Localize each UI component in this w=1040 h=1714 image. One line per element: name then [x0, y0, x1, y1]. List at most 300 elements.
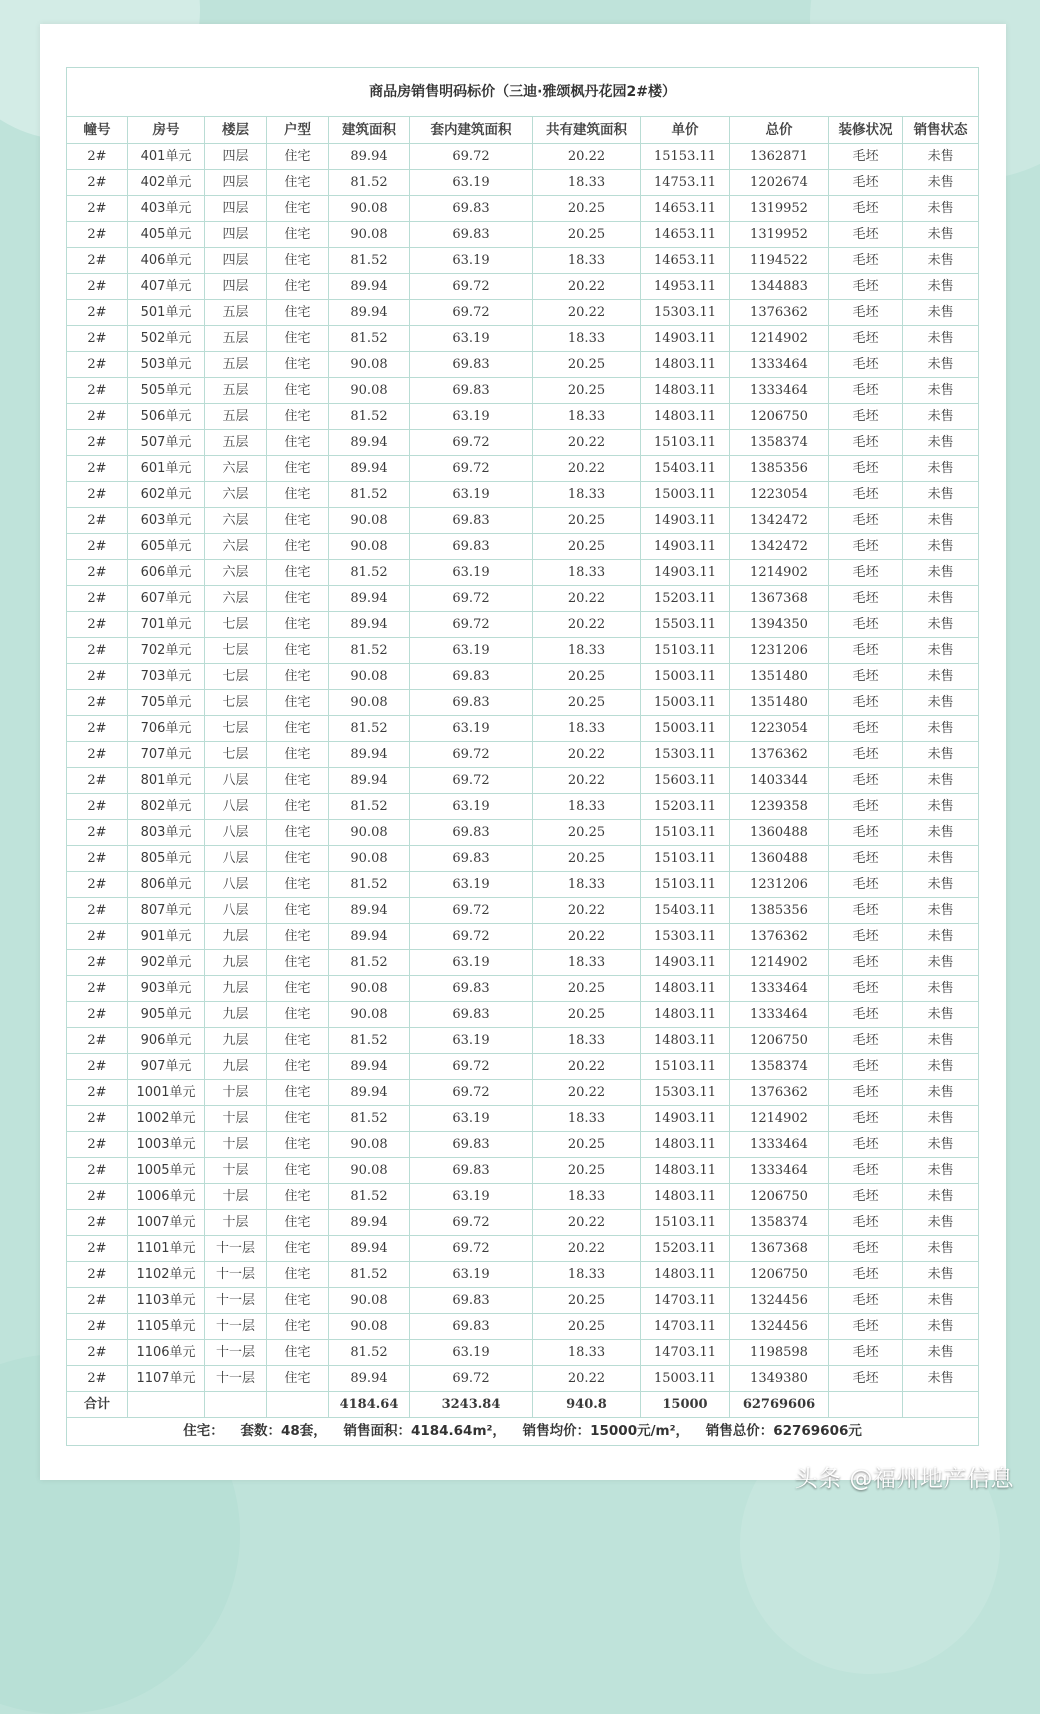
cell-room-type: 住宅 [267, 638, 329, 664]
table-row [67, 248, 979, 274]
cell-shared-area: 18.33 [533, 1028, 641, 1054]
cell-room-no: 503单元 [128, 352, 205, 378]
cell-room-type: 住宅 [267, 1054, 329, 1080]
table-row [67, 1366, 979, 1392]
cell-room-type: 住宅 [267, 1028, 329, 1054]
cell-inner-area: 63.19 [410, 1184, 533, 1210]
cell-building-no: 2# [67, 1028, 128, 1054]
cell-room-no: 507单元 [128, 430, 205, 456]
cell-building-no: 2# [67, 690, 128, 716]
cell-inner-area: 69.83 [410, 1288, 533, 1314]
cell-decoration: 毛坯 [829, 846, 903, 872]
cell-shared-area: 20.25 [533, 1314, 641, 1340]
cell-sale-status: 未售 [903, 404, 979, 430]
cell-building-no: 2# [67, 430, 128, 456]
table-row [67, 586, 979, 612]
cell-building-no: 2# [67, 1054, 128, 1080]
cell-room-type: 住宅 [267, 820, 329, 846]
cell-building-area: 90.08 [329, 1288, 410, 1314]
cell-building-area: 90.08 [329, 378, 410, 404]
cell-room-type: 住宅 [267, 846, 329, 872]
cell-room-no: 407单元 [128, 274, 205, 300]
cell-inner-area: 69.72 [410, 144, 533, 170]
cell-building-area: 81.52 [329, 1028, 410, 1054]
cell-inner-area: 69.83 [410, 1002, 533, 1028]
watermark: 头条 @福州地产信息 [794, 1466, 1014, 1492]
cell-unit-price: 14903.11 [641, 1106, 730, 1132]
table-row [67, 352, 979, 378]
cell-room-no: 907单元 [128, 1054, 205, 1080]
cell-room-no: 603单元 [128, 508, 205, 534]
cell-total-price: 1231206 [730, 872, 829, 898]
cell-room-type: 住宅 [267, 1158, 329, 1184]
cell-room-no: 506单元 [128, 404, 205, 430]
cell-room-type: 住宅 [267, 300, 329, 326]
totals-unit-price: 15000 [641, 1392, 730, 1418]
cell-sale-status: 未售 [903, 950, 979, 976]
cell-building-area: 90.08 [329, 1132, 410, 1158]
cell-building-area: 81.52 [329, 872, 410, 898]
cell-room-type: 住宅 [267, 1106, 329, 1132]
price-table [66, 67, 979, 1446]
cell-shared-area: 18.33 [533, 794, 641, 820]
cell-floor: 九层 [205, 976, 267, 1002]
cell-inner-area: 63.19 [410, 326, 533, 352]
cell-building-no: 2# [67, 950, 128, 976]
cell-unit-price: 15103.11 [641, 1054, 730, 1080]
cell-inner-area: 69.72 [410, 1236, 533, 1262]
cell-sale-status: 未售 [903, 1340, 979, 1366]
cell-total-price: 1324456 [730, 1288, 829, 1314]
cell-total-price: 1358374 [730, 1054, 829, 1080]
cell-room-type: 住宅 [267, 794, 329, 820]
table-row [67, 274, 979, 300]
cell-total-price: 1351480 [730, 690, 829, 716]
totals-shared-area: 940.8 [533, 1392, 641, 1418]
cell-decoration: 毛坯 [829, 1340, 903, 1366]
cell-shared-area: 20.25 [533, 222, 641, 248]
table-row [67, 716, 979, 742]
cell-building-no: 2# [67, 1080, 128, 1106]
column-header: 建筑面积 [329, 117, 410, 144]
cell-decoration: 毛坯 [829, 1314, 903, 1340]
cell-unit-price: 14803.11 [641, 976, 730, 1002]
cell-total-price: 1358374 [730, 1210, 829, 1236]
table-row [67, 196, 979, 222]
cell-floor: 七层 [205, 716, 267, 742]
cell-room-type: 住宅 [267, 586, 329, 612]
cell-sale-status: 未售 [903, 1028, 979, 1054]
cell-unit-price: 15103.11 [641, 1210, 730, 1236]
cell-total-price: 1239358 [730, 794, 829, 820]
cell-unit-price: 15103.11 [641, 872, 730, 898]
cell-building-area: 81.52 [329, 1106, 410, 1132]
cell-shared-area: 20.22 [533, 456, 641, 482]
cell-sale-status: 未售 [903, 690, 979, 716]
cell-decoration: 毛坯 [829, 690, 903, 716]
cell-decoration: 毛坯 [829, 898, 903, 924]
cell-unit-price: 15403.11 [641, 456, 730, 482]
cell-total-price: 1319952 [730, 222, 829, 248]
cell-room-type: 住宅 [267, 534, 329, 560]
cell-floor: 七层 [205, 664, 267, 690]
cell-shared-area: 20.25 [533, 846, 641, 872]
cell-building-area: 90.08 [329, 222, 410, 248]
cell-inner-area: 69.72 [410, 924, 533, 950]
cell-building-no: 2# [67, 1158, 128, 1184]
cell-inner-area: 63.19 [410, 794, 533, 820]
cell-building-area: 89.94 [329, 144, 410, 170]
cell-room-no: 601单元 [128, 456, 205, 482]
cell-sale-status: 未售 [903, 378, 979, 404]
cell-sale-status: 未售 [903, 274, 979, 300]
cell-inner-area: 63.19 [410, 1262, 533, 1288]
cell-building-area: 89.94 [329, 898, 410, 924]
cell-total-price: 1319952 [730, 196, 829, 222]
cell-building-area: 90.08 [329, 508, 410, 534]
cell-shared-area: 20.22 [533, 586, 641, 612]
cell-unit-price: 14903.11 [641, 560, 730, 586]
cell-decoration: 毛坯 [829, 326, 903, 352]
cell-decoration: 毛坯 [829, 222, 903, 248]
cell-decoration: 毛坯 [829, 378, 903, 404]
cell-floor: 八层 [205, 872, 267, 898]
cell-room-type: 住宅 [267, 222, 329, 248]
cell-floor: 九层 [205, 924, 267, 950]
table-row [67, 1340, 979, 1366]
cell-building-no: 2# [67, 924, 128, 950]
cell-room-no: 406单元 [128, 248, 205, 274]
cell-inner-area: 69.83 [410, 664, 533, 690]
summary-count: 套数：48套， [240, 1423, 327, 1439]
cell-inner-area: 69.83 [410, 1314, 533, 1340]
cell-inner-area: 69.72 [410, 898, 533, 924]
cell-decoration: 毛坯 [829, 742, 903, 768]
table-row [67, 378, 979, 404]
column-header: 幢号 [67, 117, 128, 144]
table-row [67, 820, 979, 846]
cell-unit-price: 15103.11 [641, 638, 730, 664]
cell-building-area: 90.08 [329, 976, 410, 1002]
cell-room-no: 605单元 [128, 534, 205, 560]
cell-total-price: 1223054 [730, 716, 829, 742]
cell-building-no: 2# [67, 1288, 128, 1314]
column-header: 销售状态 [903, 117, 979, 144]
cell-room-no: 801单元 [128, 768, 205, 794]
cell-decoration: 毛坯 [829, 586, 903, 612]
cell-building-no: 2# [67, 1366, 128, 1392]
cell-total-price: 1324456 [730, 1314, 829, 1340]
totals-row [67, 1392, 979, 1418]
cell-sale-status: 未售 [903, 1366, 979, 1392]
cell-sale-status: 未售 [903, 430, 979, 456]
cell-shared-area: 18.33 [533, 872, 641, 898]
column-header: 房号 [128, 117, 205, 144]
table-row [67, 170, 979, 196]
table-row [67, 430, 979, 456]
cell-room-no: 1005单元 [128, 1158, 205, 1184]
cell-building-no: 2# [67, 1340, 128, 1366]
cell-inner-area: 69.83 [410, 690, 533, 716]
cell-sale-status: 未售 [903, 196, 979, 222]
table-row [67, 1132, 979, 1158]
cell-building-no: 2# [67, 768, 128, 794]
cell-shared-area: 20.22 [533, 1080, 641, 1106]
table-row [67, 534, 979, 560]
totals-empty-cell [205, 1392, 267, 1418]
summary-type: 住宅： [183, 1423, 224, 1439]
table-row [67, 300, 979, 326]
cell-unit-price: 14653.11 [641, 222, 730, 248]
cell-building-no: 2# [67, 1314, 128, 1340]
cell-building-area: 89.94 [329, 274, 410, 300]
cell-decoration: 毛坯 [829, 456, 903, 482]
cell-inner-area: 69.72 [410, 742, 533, 768]
cell-room-no: 705单元 [128, 690, 205, 716]
cell-total-price: 1360488 [730, 846, 829, 872]
cell-inner-area: 69.83 [410, 196, 533, 222]
cell-total-price: 1231206 [730, 638, 829, 664]
column-header: 户型 [267, 117, 329, 144]
cell-shared-area: 18.33 [533, 1106, 641, 1132]
cell-building-no: 2# [67, 742, 128, 768]
cell-room-type: 住宅 [267, 352, 329, 378]
cell-decoration: 毛坯 [829, 170, 903, 196]
cell-unit-price: 15303.11 [641, 742, 730, 768]
cell-building-no: 2# [67, 586, 128, 612]
cell-building-area: 90.08 [329, 534, 410, 560]
cell-decoration: 毛坯 [829, 352, 903, 378]
cell-shared-area: 20.25 [533, 1132, 641, 1158]
cell-floor: 四层 [205, 274, 267, 300]
table-header-row [67, 117, 979, 144]
cell-building-no: 2# [67, 326, 128, 352]
cell-building-no: 2# [67, 274, 128, 300]
cell-building-area: 81.52 [329, 716, 410, 742]
cell-room-no: 606单元 [128, 560, 205, 586]
cell-total-price: 1376362 [730, 742, 829, 768]
cell-unit-price: 15603.11 [641, 768, 730, 794]
cell-inner-area: 63.19 [410, 1340, 533, 1366]
cell-room-type: 住宅 [267, 1184, 329, 1210]
cell-room-type: 住宅 [267, 560, 329, 586]
cell-building-area: 89.94 [329, 612, 410, 638]
cell-room-no: 1003单元 [128, 1132, 205, 1158]
cell-shared-area: 20.22 [533, 274, 641, 300]
cell-floor: 十一层 [205, 1288, 267, 1314]
cell-unit-price: 15003.11 [641, 690, 730, 716]
cell-sale-status: 未售 [903, 638, 979, 664]
cell-total-price: 1385356 [730, 456, 829, 482]
cell-unit-price: 15103.11 [641, 820, 730, 846]
cell-floor: 七层 [205, 690, 267, 716]
cell-total-price: 1342472 [730, 534, 829, 560]
cell-decoration: 毛坯 [829, 508, 903, 534]
cell-floor: 四层 [205, 196, 267, 222]
cell-building-area: 81.52 [329, 638, 410, 664]
cell-building-no: 2# [67, 872, 128, 898]
cell-inner-area: 69.72 [410, 300, 533, 326]
cell-inner-area: 69.83 [410, 976, 533, 1002]
table-row [67, 1184, 979, 1210]
cell-building-area: 81.52 [329, 170, 410, 196]
totals-empty-cell [829, 1392, 903, 1418]
cell-unit-price: 14803.11 [641, 352, 730, 378]
cell-room-type: 住宅 [267, 742, 329, 768]
cell-building-area: 89.94 [329, 1366, 410, 1392]
table-row [67, 1028, 979, 1054]
cell-sale-status: 未售 [903, 1236, 979, 1262]
cell-decoration: 毛坯 [829, 1002, 903, 1028]
column-header: 总价 [730, 117, 829, 144]
cell-floor: 五层 [205, 352, 267, 378]
cell-sale-status: 未售 [903, 248, 979, 274]
cell-shared-area: 20.22 [533, 1236, 641, 1262]
cell-total-price: 1214902 [730, 1106, 829, 1132]
cell-total-price: 1342472 [730, 508, 829, 534]
cell-unit-price: 15003.11 [641, 664, 730, 690]
cell-building-area: 81.52 [329, 326, 410, 352]
cell-total-price: 1206750 [730, 1028, 829, 1054]
cell-decoration: 毛坯 [829, 248, 903, 274]
cell-room-no: 701单元 [128, 612, 205, 638]
cell-inner-area: 69.83 [410, 352, 533, 378]
cell-sale-status: 未售 [903, 1106, 979, 1132]
cell-total-price: 1333464 [730, 1132, 829, 1158]
totals-building-area: 4184.64 [329, 1392, 410, 1418]
cell-building-no: 2# [67, 196, 128, 222]
cell-building-area: 89.94 [329, 456, 410, 482]
cell-sale-status: 未售 [903, 144, 979, 170]
cell-sale-status: 未售 [903, 352, 979, 378]
cell-decoration: 毛坯 [829, 768, 903, 794]
cell-building-area: 89.94 [329, 1080, 410, 1106]
cell-shared-area: 20.25 [533, 1288, 641, 1314]
cell-building-area: 90.08 [329, 846, 410, 872]
cell-room-type: 住宅 [267, 612, 329, 638]
cell-shared-area: 20.22 [533, 612, 641, 638]
cell-sale-status: 未售 [903, 1054, 979, 1080]
cell-total-price: 1333464 [730, 1158, 829, 1184]
cell-floor: 十一层 [205, 1262, 267, 1288]
cell-room-type: 住宅 [267, 508, 329, 534]
totals-label: 合计 [67, 1392, 128, 1418]
cell-unit-price: 14903.11 [641, 508, 730, 534]
totals-empty-cell [903, 1392, 979, 1418]
cell-building-no: 2# [67, 1236, 128, 1262]
table-row [67, 950, 979, 976]
table-row [67, 144, 979, 170]
cell-total-price: 1351480 [730, 664, 829, 690]
cell-inner-area: 69.83 [410, 1158, 533, 1184]
summary-area: 销售面积：4184.64m²， [343, 1423, 506, 1439]
cell-building-no: 2# [67, 300, 128, 326]
cell-building-area: 90.08 [329, 196, 410, 222]
cell-decoration: 毛坯 [829, 950, 903, 976]
cell-inner-area: 63.19 [410, 716, 533, 742]
cell-decoration: 毛坯 [829, 1132, 903, 1158]
cell-floor: 十层 [205, 1080, 267, 1106]
cell-inner-area: 69.72 [410, 1054, 533, 1080]
cell-decoration: 毛坯 [829, 196, 903, 222]
cell-room-type: 住宅 [267, 456, 329, 482]
cell-inner-area: 69.72 [410, 612, 533, 638]
cell-floor: 七层 [205, 638, 267, 664]
cell-total-price: 1394350 [730, 612, 829, 638]
cell-unit-price: 15203.11 [641, 586, 730, 612]
cell-room-no: 903单元 [128, 976, 205, 1002]
document-sheet [40, 24, 1006, 1480]
cell-unit-price: 15303.11 [641, 300, 730, 326]
cell-room-no: 806单元 [128, 872, 205, 898]
cell-floor: 十一层 [205, 1314, 267, 1340]
cell-shared-area: 20.25 [533, 976, 641, 1002]
cell-unit-price: 15203.11 [641, 794, 730, 820]
cell-floor: 九层 [205, 1054, 267, 1080]
cell-shared-area: 20.22 [533, 144, 641, 170]
cell-sale-status: 未售 [903, 976, 979, 1002]
summary-avg-price: 销售均价：15000元/m²， [522, 1423, 690, 1439]
cell-floor: 十一层 [205, 1236, 267, 1262]
cell-room-type: 住宅 [267, 1262, 329, 1288]
cell-building-area: 89.94 [329, 430, 410, 456]
cell-inner-area: 69.83 [410, 534, 533, 560]
cell-room-type: 住宅 [267, 976, 329, 1002]
cell-floor: 五层 [205, 300, 267, 326]
cell-unit-price: 15103.11 [641, 430, 730, 456]
cell-room-no: 906单元 [128, 1028, 205, 1054]
totals-inner-area: 3243.84 [410, 1392, 533, 1418]
cell-room-type: 住宅 [267, 274, 329, 300]
table-row [67, 1314, 979, 1340]
cell-building-no: 2# [67, 664, 128, 690]
cell-shared-area: 18.33 [533, 638, 641, 664]
cell-building-area: 81.52 [329, 560, 410, 586]
cell-total-price: 1214902 [730, 950, 829, 976]
cell-building-area: 90.08 [329, 1158, 410, 1184]
cell-floor: 八层 [205, 820, 267, 846]
cell-shared-area: 20.22 [533, 430, 641, 456]
cell-room-no: 1106单元 [128, 1340, 205, 1366]
cell-decoration: 毛坯 [829, 534, 903, 560]
cell-decoration: 毛坯 [829, 1366, 903, 1392]
cell-shared-area: 18.33 [533, 560, 641, 586]
cell-decoration: 毛坯 [829, 794, 903, 820]
cell-room-type: 住宅 [267, 1340, 329, 1366]
cell-room-no: 702单元 [128, 638, 205, 664]
cell-building-no: 2# [67, 846, 128, 872]
cell-floor: 六层 [205, 586, 267, 612]
cell-sale-status: 未售 [903, 846, 979, 872]
cell-unit-price: 15403.11 [641, 898, 730, 924]
cell-sale-status: 未售 [903, 586, 979, 612]
table-row [67, 508, 979, 534]
cell-shared-area: 20.25 [533, 1158, 641, 1184]
cell-building-no: 2# [67, 404, 128, 430]
table-row [67, 1262, 979, 1288]
cell-room-no: 501单元 [128, 300, 205, 326]
cell-room-type: 住宅 [267, 1288, 329, 1314]
cell-room-no: 905单元 [128, 1002, 205, 1028]
cell-unit-price: 14803.11 [641, 404, 730, 430]
cell-inner-area: 69.72 [410, 768, 533, 794]
cell-total-price: 1376362 [730, 300, 829, 326]
cell-room-type: 住宅 [267, 872, 329, 898]
cell-total-price: 1385356 [730, 898, 829, 924]
table-row [67, 768, 979, 794]
cell-decoration: 毛坯 [829, 1236, 903, 1262]
cell-room-no: 1107单元 [128, 1366, 205, 1392]
